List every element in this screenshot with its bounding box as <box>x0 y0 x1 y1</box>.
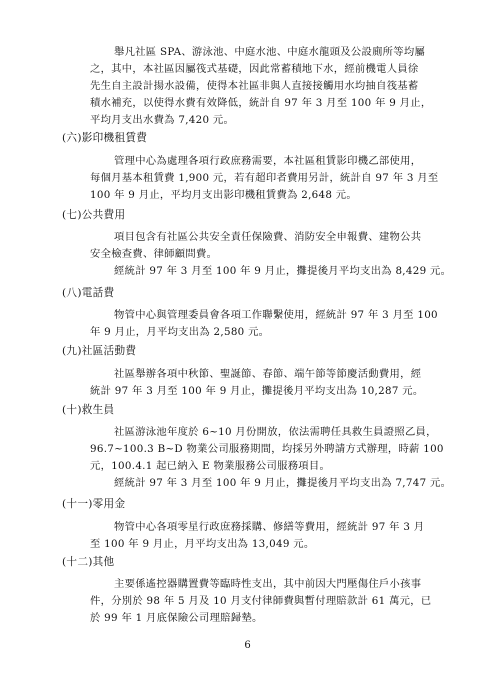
text-line: 社區游泳池年度於 6~10 月份開放，依法需聘任具救生員證照乙員， <box>114 426 437 438</box>
text-line: 於 99 年 1 月底保險公司理賠歸墊。 <box>90 612 263 624</box>
text-line: 物管中心各項零星行政庶務採購、修繕等費用，經統計 97 年 3 月 <box>114 521 425 533</box>
text-line: 主要係遙控器購置費等臨時性支出，其中前因大門壓傷住戶小孩事 <box>114 578 422 590</box>
text-line: 安全檢查費、律師顧問費。 <box>90 248 218 260</box>
text-line: 統計 97 年 3 月至 100 年 9 月止，攤提後月平均支出為 10,287 元。 <box>90 385 424 397</box>
text-line: 舉凡社區 SPA、游泳池、中庭水池、中庭水龍頭及公設廁所等均屬 <box>114 46 426 58</box>
section-paragraph <box>90 229 421 263</box>
text-line: 先生自主設計揚水設備，使得本社區非與人直接接觸用水均抽自筏基蓄 <box>90 80 419 92</box>
section-paragraph <box>90 366 423 400</box>
text-line: 96.7~100.3 B~D 物業公司服務期間，均採另外聘請方式辦理，時薪 100 <box>90 443 444 455</box>
text-line: 積水補充，以使得水費有效降低，統計自 97 年 3 月至 100 年 9 月止， <box>90 97 432 109</box>
section-heading: (十)救生員 <box>62 404 115 416</box>
section-heading: (九)社區活動費 <box>62 345 137 357</box>
section-heading: (六)影印機租賃費 <box>62 132 148 144</box>
section-paragraph <box>114 475 451 492</box>
text-line: 年 9 月止，月平均支出為 2,580 元。 <box>90 326 270 338</box>
section-paragraph <box>90 424 444 475</box>
text-line: 之，其中，本社區因屬筏式基礎，因此常蓄積地下水，經前機電人員徐 <box>90 63 419 75</box>
intro-paragraph <box>90 44 431 129</box>
section-paragraph <box>90 519 424 553</box>
text-line: 平均月支出水費為 7,420 元。 <box>90 114 235 126</box>
text-line: 項目包含有社區公共安全責任保險費、消防安全申報費、建物公共 <box>114 231 422 243</box>
section-paragraph <box>90 576 431 627</box>
section-heading: (十一)零用金 <box>62 498 126 510</box>
section-heading: (八)電話費 <box>62 287 115 299</box>
text-line: 至 100 年 9 月止，月平均支出為 13,049 元。 <box>90 538 315 550</box>
text-line: 經統計 97 年 3 月至 100 年 9 月止，攤提後月平均支出為 7,747 元。 <box>114 477 452 489</box>
text-line: 件，分別於 98 年 5 月及 10 月支付律師費與暫付理賠款計 61 萬元，已 <box>90 595 432 607</box>
section-heading: (七)公共費用 <box>62 209 126 221</box>
section-paragraph <box>90 153 439 204</box>
text-line: 物管中心與管理委員會各項工作聯繫使用，經統計 97 年 3 月至 100 <box>114 309 438 321</box>
section-paragraph <box>114 263 451 280</box>
section-paragraph <box>90 307 438 341</box>
text-line: 經統計 97 年 3 月至 100 年 9 月止，攤提後月平均支出為 8,429 元。 <box>114 265 452 277</box>
text-line: 管理中心為處理各項行政庶務需要，本社區租賃影印機乙部使用， <box>114 155 422 167</box>
text-line: 元，100.4.1 起已納入 E 物業服務公司服務項目。 <box>90 460 331 472</box>
section-heading: (十二)其他 <box>62 556 115 568</box>
page-number: 6 <box>244 640 251 651</box>
text-line: 社區舉辦各項中秋節、聖誕節、春節、端午節等節慶活動費用，經 <box>114 368 422 380</box>
text-line: 100 年 9 月止，平均月支出影印機租賃費為 2,648 元。 <box>90 189 357 201</box>
text-line: 每個月基本租賃費 1,900 元，若有超印者費用另計，統計自 97 年 3 月至 <box>90 172 439 184</box>
